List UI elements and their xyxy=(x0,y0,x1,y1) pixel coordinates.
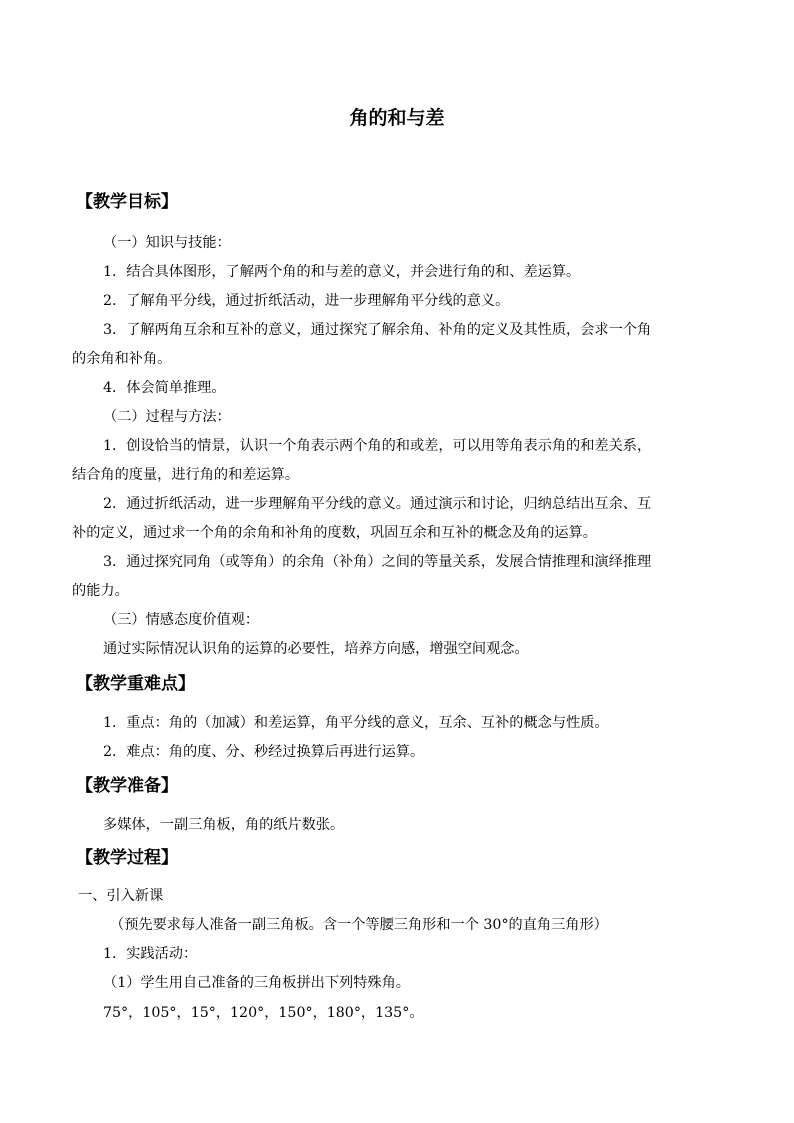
process-note: （预先要求每人准备一副三角板。含一个等腰三角形和一个 30°的直角三角形） xyxy=(110,917,608,933)
objectives-process-item-3-cont: 的能力。 xyxy=(72,583,129,599)
objectives-emotion-item-1: 通过实际情况认识角的运算的必要性，培养方向感，增强空间观念。 xyxy=(103,641,529,657)
objectives-knowledge-item-1: 1．结合具体图形，了解两个角的和与差的意义，并会进行角的和、差运算。 xyxy=(103,264,581,280)
process-angle-list: 75°，105°，15°，120°，150°，180°，135°。 xyxy=(103,1005,424,1021)
objectives-process-item-3: 3．通过探究同角（或等角）的余角（补角）之间的等量关系，发展合情推理和演绎推理 xyxy=(103,554,652,570)
key-point-2: 2．难点：角的度、分、秒经过换算后再进行运算。 xyxy=(103,744,425,760)
process-activity: 1．实践活动： xyxy=(103,946,198,962)
section-heading-objectives: 【教学目标】 xyxy=(76,192,178,212)
section-heading-preparation: 【教学准备】 xyxy=(76,776,178,796)
objectives-process-item-1-cont: 结合角的度量，进行角的和差运算。 xyxy=(72,467,300,483)
objectives-process-item-1: 1．创设恰当的情景，认识一个角表示两个角的和或差，可以用等角表示角的和差关系， xyxy=(103,438,652,454)
page-title: 角的和与差 xyxy=(349,107,445,129)
objectives-process-item-2-cont: 补的定义，通过求一个角的余角和补角的度数，巩固互余和互补的概念及角的运算。 xyxy=(72,525,597,541)
objectives-knowledge-item-3-cont: 的余角和补角。 xyxy=(72,351,172,367)
objectives-emotion-heading: （三）情感态度价值观： xyxy=(103,612,260,628)
section-heading-key-points: 【教学重难点】 xyxy=(76,674,195,694)
preparation-text: 多媒体，一副三角板，角的纸片数张。 xyxy=(103,817,345,833)
objectives-knowledge-heading: （一）知识与技能： xyxy=(103,235,231,251)
objectives-knowledge-item-2: 2．了解角平分线，通过折纸活动，进一步理解角平分线的意义。 xyxy=(103,293,510,309)
key-point-1: 1．重点：角的（加减）和差运算，角平分线的意义，互余、互补的概念与性质。 xyxy=(103,715,609,731)
process-step-1: 一、引入新课 xyxy=(78,888,164,904)
objectives-knowledge-item-4: 4．体会简单推理。 xyxy=(103,380,226,396)
objectives-knowledge-item-3: 3．了解两角互余和互补的意义，通过探究了解余角、补角的定义及其性质，会求一个角 xyxy=(103,322,652,338)
objectives-process-item-2: 2．通过折纸活动，进一步理解角平分线的意义。通过演示和讨论，归纳总结出互余、互 xyxy=(103,496,652,512)
process-task: （1）学生用自己准备的三角板拼出下列特殊角。 xyxy=(103,975,410,991)
objectives-process-heading: （二）过程与方法： xyxy=(103,409,231,425)
section-heading-process: 【教学过程】 xyxy=(76,848,178,868)
